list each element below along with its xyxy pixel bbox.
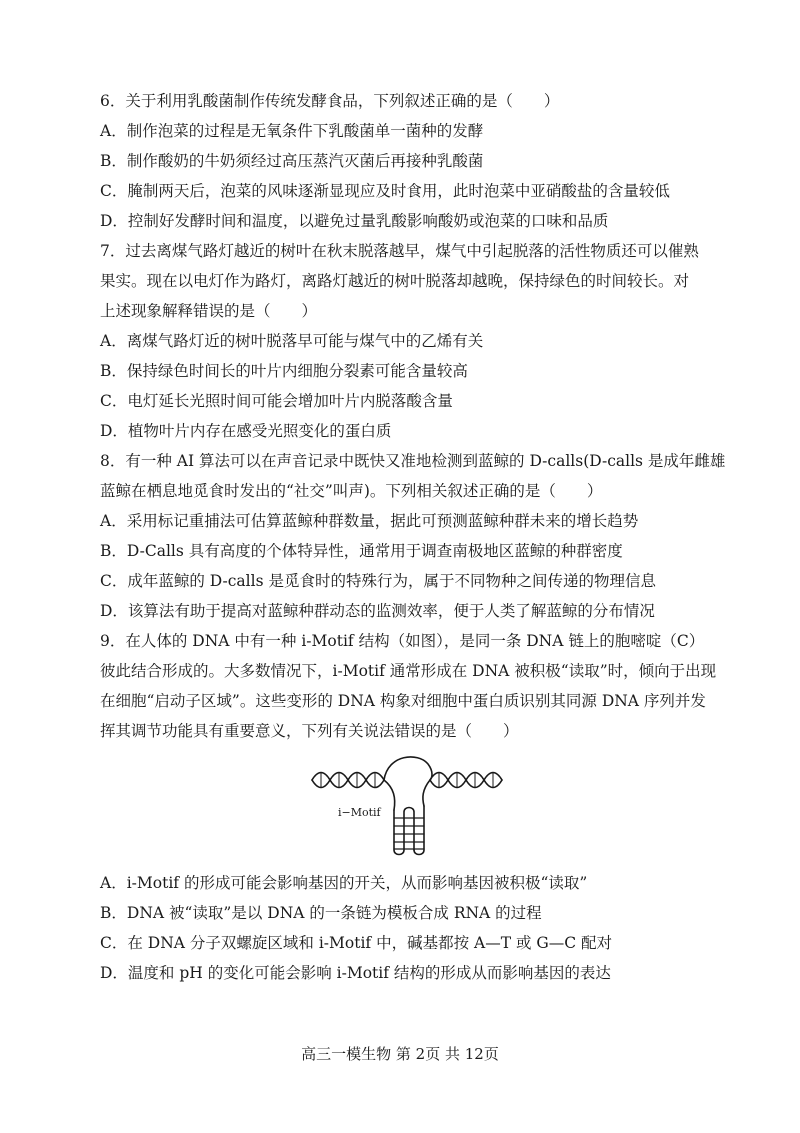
question-7-option-a: A．离煤气路灯近的树叶脱落早可能与煤气中的乙烯有关 — [100, 332, 484, 350]
i-motif-base-pairs — [394, 818, 424, 849]
question-7-stem-line-2: 果实。现在以电灯作为路灯，离路灯越近的树叶脱落却越晚，保持绿色的时间较长。对 — [100, 272, 690, 290]
question-6-option-d: D．控制好发酵时间和温度，以避免过量乳酸影响酸奶或泡菜的口味和品质 — [100, 212, 609, 230]
exam-page — [100, 86, 726, 988]
question-8-option-a: A．采用标记重捕法可估算蓝鲸种群数量，据此可预测蓝鲸种群未来的增长趋势 — [100, 512, 639, 530]
question-7-option-d: D．植物叶片内存在感受光照变化的蛋白质 — [100, 422, 392, 440]
question-9-option-a: A．i-Motif 的形成可能会影响基因的开关，从而影响基因被积极“读取” — [100, 874, 588, 892]
i-motif-diagram — [310, 750, 510, 858]
strand-down-right — [423, 780, 430, 806]
left-helix-strand-2 — [312, 773, 384, 788]
right-helix-strand-2 — [430, 773, 502, 788]
question-9 — [100, 626, 717, 988]
question-7-option-b: B．保持绿色时间长的叶片内细胞分裂素可能含量较高 — [100, 362, 468, 380]
i-motif-loop-right — [414, 806, 424, 855]
i-motif-loop-left — [394, 808, 414, 855]
question-8-stem-line-2: 蓝鲸在栖息地觅食时发出的“社交”叫声)。下列相关叙述正确的是（ ） — [100, 482, 603, 500]
question-8-stem-line-1: 8．有一种 AI 算法可以在声音记录中既快又准地检测到蓝鲸的 D-calls(D-calls 是成年雌雄 — [100, 452, 726, 470]
question-8-option-b: B．D-Calls 具有高度的个体特异性，通常用于调查南极地区蓝鲸的种群密度 — [100, 542, 623, 560]
question-7-stem-line-1: 7．过去离煤气路灯越近的树叶在秋末脱落越早，煤气中引起脱落的活性物质还可以催熟 — [100, 242, 699, 260]
page-footer: 高三一模生物 第 2页 共 12页 — [301, 1045, 499, 1063]
question-9-option-d: D．温度和 pH 的变化可能会影响 i-Motif 结构的形成从而影响基因的表达 — [100, 964, 611, 982]
question-6-option-b: B．制作酸奶的牛奶须经过高压蒸汽灭菌后再接种乳酸菌 — [100, 152, 484, 170]
question-7-stem-line-3: 上述现象解释错误的是（ ） — [100, 302, 318, 320]
i-motif-figure — [100, 750, 700, 862]
question-6-option-c: C．腌制两天后，泡菜的风味逐渐显现应及时食用，此时泡菜中亚硝酸盐的含量较低 — [100, 182, 670, 200]
strand-down-left — [384, 780, 395, 810]
question-9-option-c: C．在 DNA 分子双螺旋区域和 i-Motif 中，碱基都按 A—T 或 G—C 配对 — [100, 934, 613, 952]
question-9-stem-line-1: 9．在人体的 DNA 中有一种 i-Motif 结构（如图），是同一条 DNA 链上的胞嘧啶（C） — [100, 632, 705, 650]
question-9-stem-line-2: 彼此结合形成的。大多数情况下，i-Motif 通常形成在 DNA 被积极“读取”时，倾向于出现 — [100, 662, 717, 680]
question-7 — [100, 236, 700, 446]
question-6 — [100, 86, 700, 236]
question-9-stem-line-3: 在细胞“启动子区域”。这些变形的 DNA 构象对细胞中蛋白质识别其同源 DNA 序列并发 — [100, 692, 706, 710]
question-6-stem: 6．关于利用乳酸菌制作传统发酵食品，下列叙述正确的是（ ） — [100, 92, 560, 110]
question-7-option-c: C．电灯延长光照时间可能会增加叶片内脱落酸含量 — [100, 392, 453, 410]
question-8-option-d: D．该算法有助于提高对蓝鲸种群动态的监测效率，便于人类了解蓝鲸的分布情况 — [100, 602, 655, 620]
question-6-option-a: A．制作泡菜的过程是无氧条件下乳酸菌单一菌种的发酵 — [100, 122, 484, 140]
single-strand-arch — [384, 757, 432, 780]
question-9-stem-line-4: 挥其调节功能具有重要意义，下列有关说法错误的是（ ） — [100, 722, 519, 740]
question-8 — [100, 446, 726, 626]
i-motif-label: i−Motif — [338, 806, 381, 819]
question-9-option-b: B．DNA 被“读取”是以 DNA 的一条链为模板合成 RNA 的过程 — [100, 904, 542, 922]
question-8-option-c: C．成年蓝鲸的 D-calls 是觅食时的特殊行为，属于不同物种之间传递的物理信息 — [100, 572, 656, 590]
